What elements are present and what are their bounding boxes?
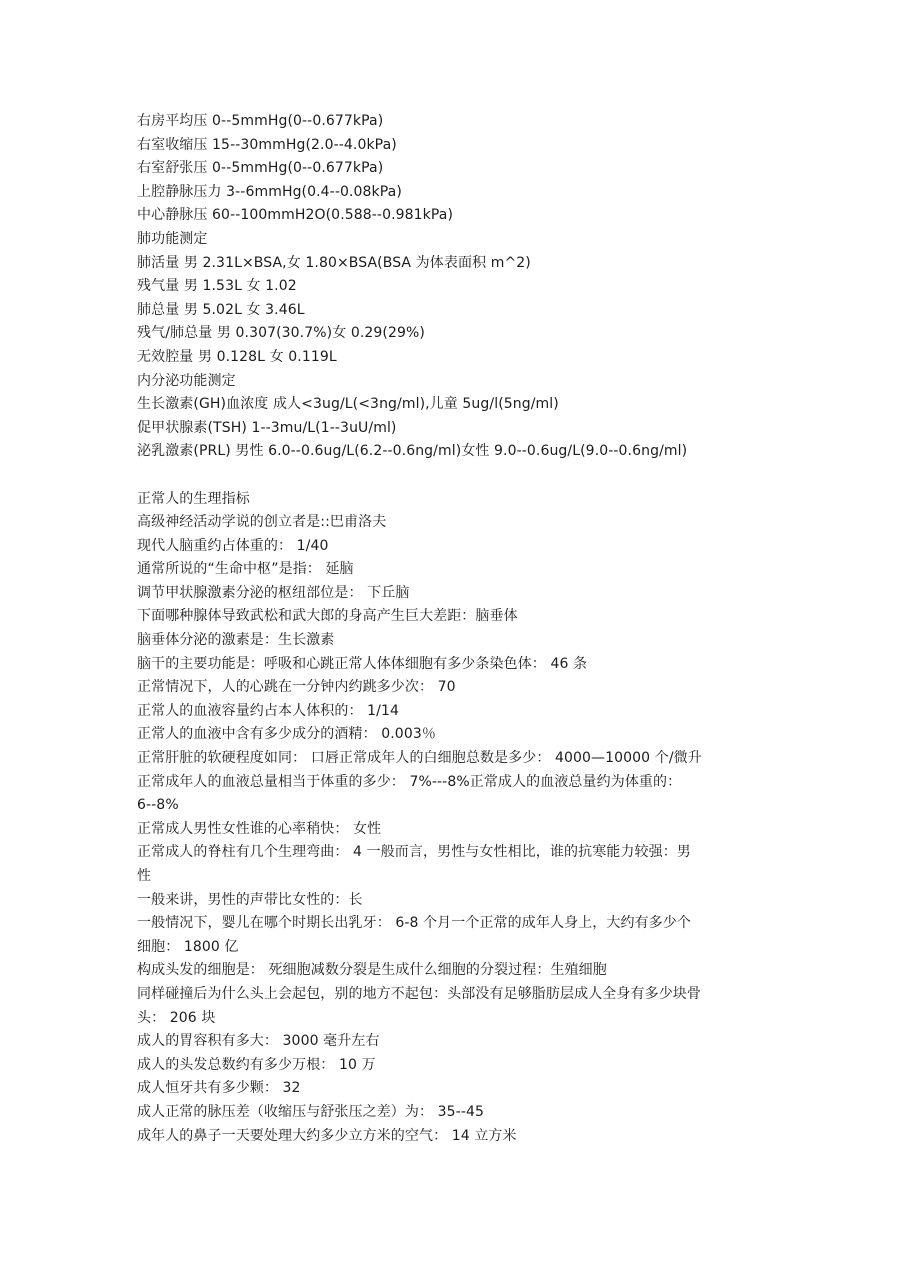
text-line: 细胞： 1800 亿 bbox=[137, 938, 239, 955]
text-line: 构成头发的细胞是： 死细胞减数分裂是生成什么细胞的分裂过程：生殖细胞 bbox=[137, 962, 607, 979]
section-heading: 内分泌功能测定 bbox=[137, 372, 236, 389]
text-line: 正常人的血液容量约占本人体积的： 1/14 bbox=[137, 702, 399, 719]
text-line: 残气/肺总量 男 0.307(30.7%)女 0.29(29%) bbox=[137, 325, 425, 342]
blank-line bbox=[137, 464, 777, 488]
text-line: 通常所说的“生命中枢”是指： 延脑 bbox=[137, 561, 354, 578]
text-line: 正常成年人的血液总量相当于体重的多少： 7%---8%正常成人的血液总量约为体重的： bbox=[137, 773, 682, 790]
text-line: 无效腔量 男 0.128L 女 0.119L bbox=[137, 348, 337, 365]
text-line: 中心静脉压 60--100mmH2O(0.588--0.981kPa) bbox=[137, 207, 454, 224]
text-line: 肺总量 男 5.02L 女 3.46L bbox=[137, 301, 305, 318]
text-line: 生长激素(GH)血浓度 成人<3ug/L(<3ng/ml),儿童 5ug/l(5ng/ml) bbox=[137, 396, 559, 413]
text-line: 高级神经活动学说的创立者是::巴甫洛夫 bbox=[137, 514, 387, 531]
text-line: 成人的头发总数约有多少万根： 10 万 bbox=[137, 1056, 376, 1073]
text-line: 右房平均压 0--5mmHg(0--0.677kPa) bbox=[137, 113, 384, 129]
text-line: 同样碰撞后为什么头上会起包，别的地方不起包：头部没有足够脂肪层成人全身有多少块骨 bbox=[137, 985, 701, 1002]
text-line: 脑干的主要功能是：呼吸和心跳正常人体体细胞有多少条染色体： 46 条 bbox=[137, 655, 588, 672]
text-line: 一般来讲，男性的声带比女性的：长 bbox=[137, 891, 363, 908]
section-heading: 正常人的生理指标 bbox=[137, 490, 250, 507]
text-line: 调节甲状腺激素分泌的枢纽部位是： 下丘脑 bbox=[137, 584, 410, 601]
text-line: 现代人脑重约占体重的： 1/40 bbox=[137, 537, 329, 554]
text-line: 上腔静脉压力 3--6mmHg(0.4--0.08kPa) bbox=[137, 183, 402, 200]
text-line: 正常肝脏的软硬程度如同： 口唇正常成年人的白细胞总数是多少： 4000—10000 个/微升 bbox=[137, 750, 702, 767]
document-body bbox=[137, 110, 777, 1148]
text-line: 残气量 男 1.53L 女 1.02 bbox=[137, 278, 297, 295]
text-line: 脑垂体分泌的激素是：生长激素 bbox=[137, 632, 335, 649]
text-line: 头： 206 块 bbox=[137, 1009, 216, 1026]
section-heading: 肺功能测定 bbox=[137, 230, 208, 247]
text-line: 右室收缩压 15--30mmHg(2.0--4.0kPa) bbox=[137, 136, 397, 153]
text-line: 6--8% bbox=[137, 797, 179, 814]
text-line: 肺活量 男 2.31L×BSA,女 1.80×BSA(BSA 为体表面积 m^2) bbox=[137, 254, 531, 271]
text-line: 右室舒张压 0--5mmHg(0--0.677kPa) bbox=[137, 160, 384, 177]
text-line: 成人正常的脉压差（收缩压与舒张压之差）为： 35--45 bbox=[137, 1103, 484, 1120]
text-line: 成人恒牙共有多少颗： 32 bbox=[137, 1080, 301, 1097]
text-line: 下面哪种腺体导致武松和武大郎的身高产生巨大差距：脑垂体 bbox=[137, 608, 518, 625]
text-line: 成人的胃容积有多大： 3000 毫升左右 bbox=[137, 1033, 380, 1050]
text-line: 正常成人的脊柱有几个生理弯曲： 4 一般而言，男性与女性相比，谁的抗寒能力较强：男 bbox=[137, 844, 691, 861]
text-line: 正常情况下，人的心跳在一分钟内约跳多少次： 70 bbox=[137, 679, 456, 696]
text-line: 一般情况下，婴儿在哪个时期长出乳牙： 6-8 个月一个正常的成年人身上，大约有多少个 bbox=[137, 915, 691, 932]
text-line: 正常人的血液中含有多少成分的酒精： 0.003％ bbox=[137, 726, 436, 743]
text-line: 成年人的鼻子一天要处理大约多少立方米的空气： 14 立方米 bbox=[137, 1127, 517, 1144]
text-line: 泌乳激素(PRL) 男性 6.0--0.6ug/L(6.2--0.6ng/ml)女性 9.0--0.6ug/L(9.0--0.6ng/ml) bbox=[137, 443, 688, 460]
text-line: 正常成人男性女性谁的心率稍快： 女性 bbox=[137, 820, 382, 837]
text-line: 促甲状腺素(TSH) 1--3mu/L(1--3uU/ml) bbox=[137, 419, 397, 436]
text-line: 性 bbox=[137, 868, 152, 884]
